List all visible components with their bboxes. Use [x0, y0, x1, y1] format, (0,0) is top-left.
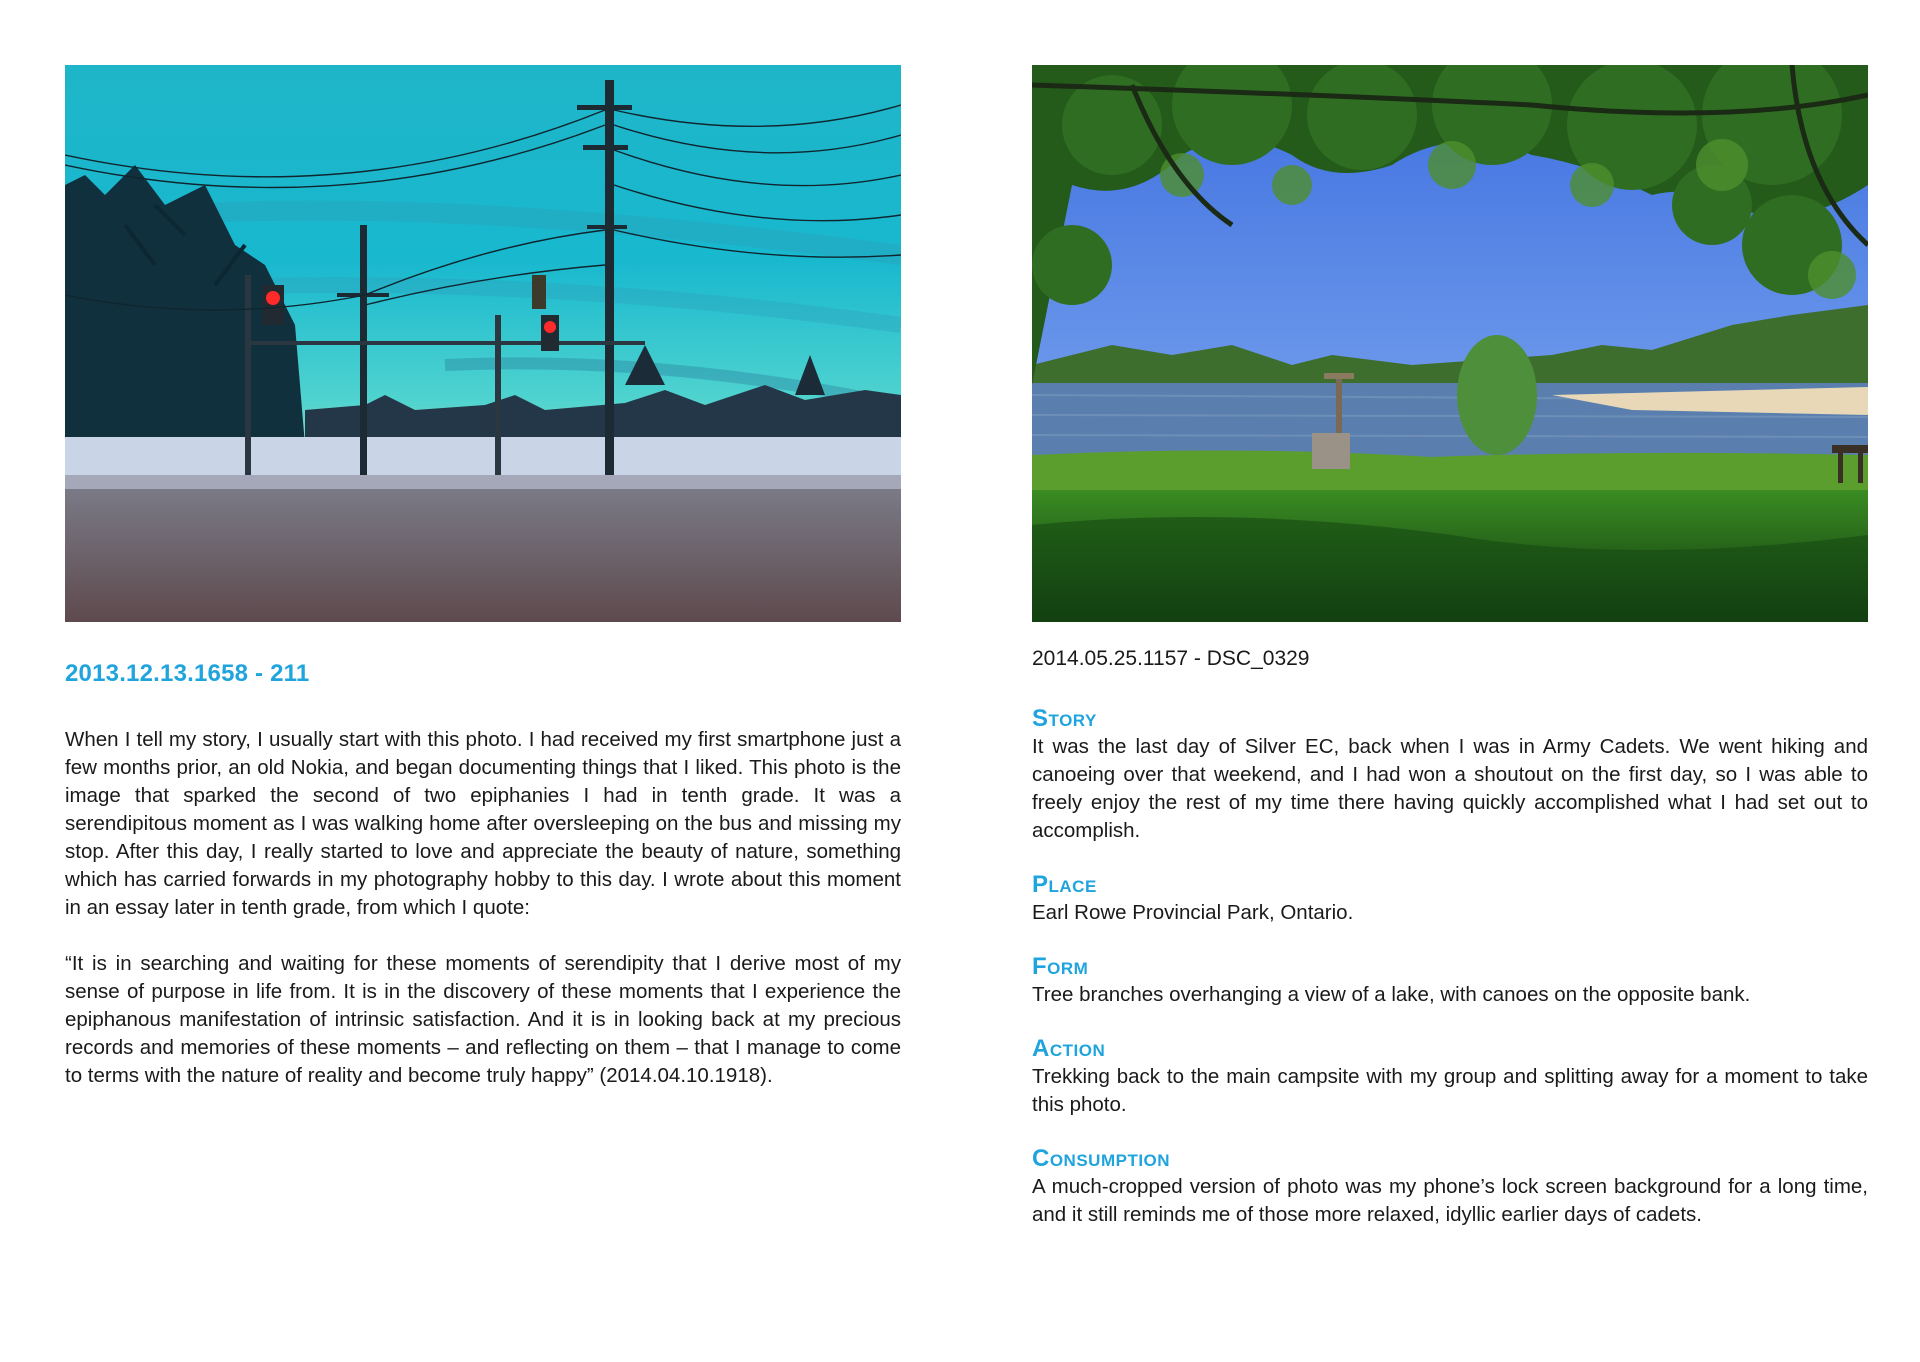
section-body: Tree branches overhanging a view of a lake, with canoes on the opposite bank. — [1032, 983, 1751, 1006]
left-quote: “It is in searching and waiting for these moments of serendipity that I derive most of my sense of purpose in life from. It is in the discovery of these moments that I experience the epiphanous manifestation of intrinsic satisfaction. And it is in looking back at my precious records and memories of these moments – and reflecting on them – that I manage to come to terms with the nature of reality and become truly happy” (2014.04.10.1918). — [65, 952, 901, 1087]
section-body: A much-cropped version of photo was my phone’s lock screen background for a long time, and it still reminds me of those more relaxed, idyllic earlier days of cadets. — [1032, 1175, 1868, 1226]
section-place — [1032, 871, 1868, 927]
section-body: Earl Rowe Provincial Park, Ontario. — [1032, 901, 1354, 924]
section-heading: Place — [1032, 871, 1097, 898]
photo-dusk-street — [65, 65, 901, 622]
section-body: Trekking back to the main campsite with my group and splitting away for a moment to take this photo. — [1032, 1065, 1868, 1116]
section-consumption — [1032, 1145, 1868, 1229]
photo-lake — [1032, 65, 1868, 622]
section-heading: Form — [1032, 953, 1089, 980]
right-photo-caption: 2014.05.25.1157 - DSC_0329 — [1032, 647, 1310, 670]
section-form — [1032, 953, 1868, 1009]
section-heading: Consumption — [1032, 1145, 1171, 1172]
left-paragraph: When I tell my story, I usually start with this photo. I had received my first smartphone just a few months prior, an old Nokia, and began documenting things that I liked. This photo is the image that sparked the second of two epiphanies I had in tenth grade. It was a serendipitous moment as I was walking home after oversleeping on the bus and missing my stop. After this day, I really started to love and appreciate the beauty of nature, something which has carried forwards in my photography hobby to this day. I wrote about this moment in an essay later in tenth grade, from which I quote: — [65, 728, 901, 919]
dusk-street-image — [65, 65, 901, 622]
section-body: It was the last day of Silver EC, back when I was in Army Cadets. We went hiking and canoeing over that weekend, and I had won a shoutout on the first day, so I was able to freely enjoy the rest of my time there having quickly accomplished what I had set out to accomplish. — [1032, 735, 1868, 842]
lake-image — [1032, 65, 1868, 622]
section-action — [1032, 1035, 1868, 1119]
left-photo-caption: 2013.12.13.1658 - 211 — [65, 660, 310, 687]
section-heading: Story — [1032, 705, 1097, 732]
section-story — [1032, 705, 1868, 845]
right-column — [1032, 647, 1868, 1255]
section-heading: Action — [1032, 1035, 1106, 1062]
left-column — [65, 660, 901, 1090]
